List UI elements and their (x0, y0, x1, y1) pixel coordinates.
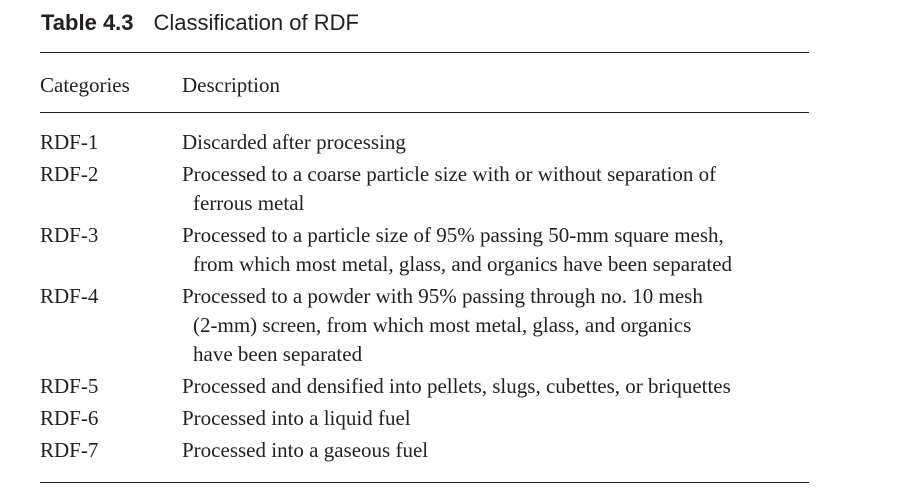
description-cell: Processed to a coarse particle size with or without separation of ferrous metal (182, 162, 717, 215)
table-row (40, 436, 809, 465)
category-cell: RDF-4 (40, 284, 99, 308)
table-row (40, 372, 809, 401)
description-cell: Processed into a gaseous fuel (182, 438, 429, 462)
table-number: Table 4.3 (41, 10, 134, 35)
table-title: Classification of RDF (153, 10, 359, 35)
description-cell: Processed to a particle size of 95% passing 50-mm square mesh, from which most metal, glass, and organics have been separated (182, 223, 733, 276)
category-cell: RDF-5 (40, 374, 99, 398)
category-cell: RDF-7 (40, 438, 99, 462)
header-rule (40, 112, 809, 113)
description-cell: Processed into a liquid fuel (182, 406, 411, 430)
table-row (40, 282, 809, 369)
description-cell: Discarded after processing (182, 130, 406, 154)
category-cell: RDF-3 (40, 223, 99, 247)
description-cell: Processed and densified into pellets, slugs, cubettes, or briquettes (182, 374, 731, 398)
category-cell: RDF-6 (40, 406, 99, 430)
table-row (40, 128, 809, 157)
bottom-rule (40, 482, 809, 483)
table-row (40, 404, 809, 433)
table-caption (41, 10, 359, 36)
table-body (40, 128, 809, 468)
top-rule (40, 52, 809, 53)
category-cell: RDF-2 (40, 162, 99, 186)
table-row (40, 160, 809, 218)
description-cell: Processed to a powder with 95% passing through no. 10 mesh (2-mm) screen, from which most metal, glass, and organics have been separated (182, 284, 703, 366)
category-cell: RDF-1 (40, 130, 99, 154)
header-categories: Categories (40, 73, 130, 97)
table-row (40, 221, 809, 279)
header-description: Description (182, 73, 280, 97)
